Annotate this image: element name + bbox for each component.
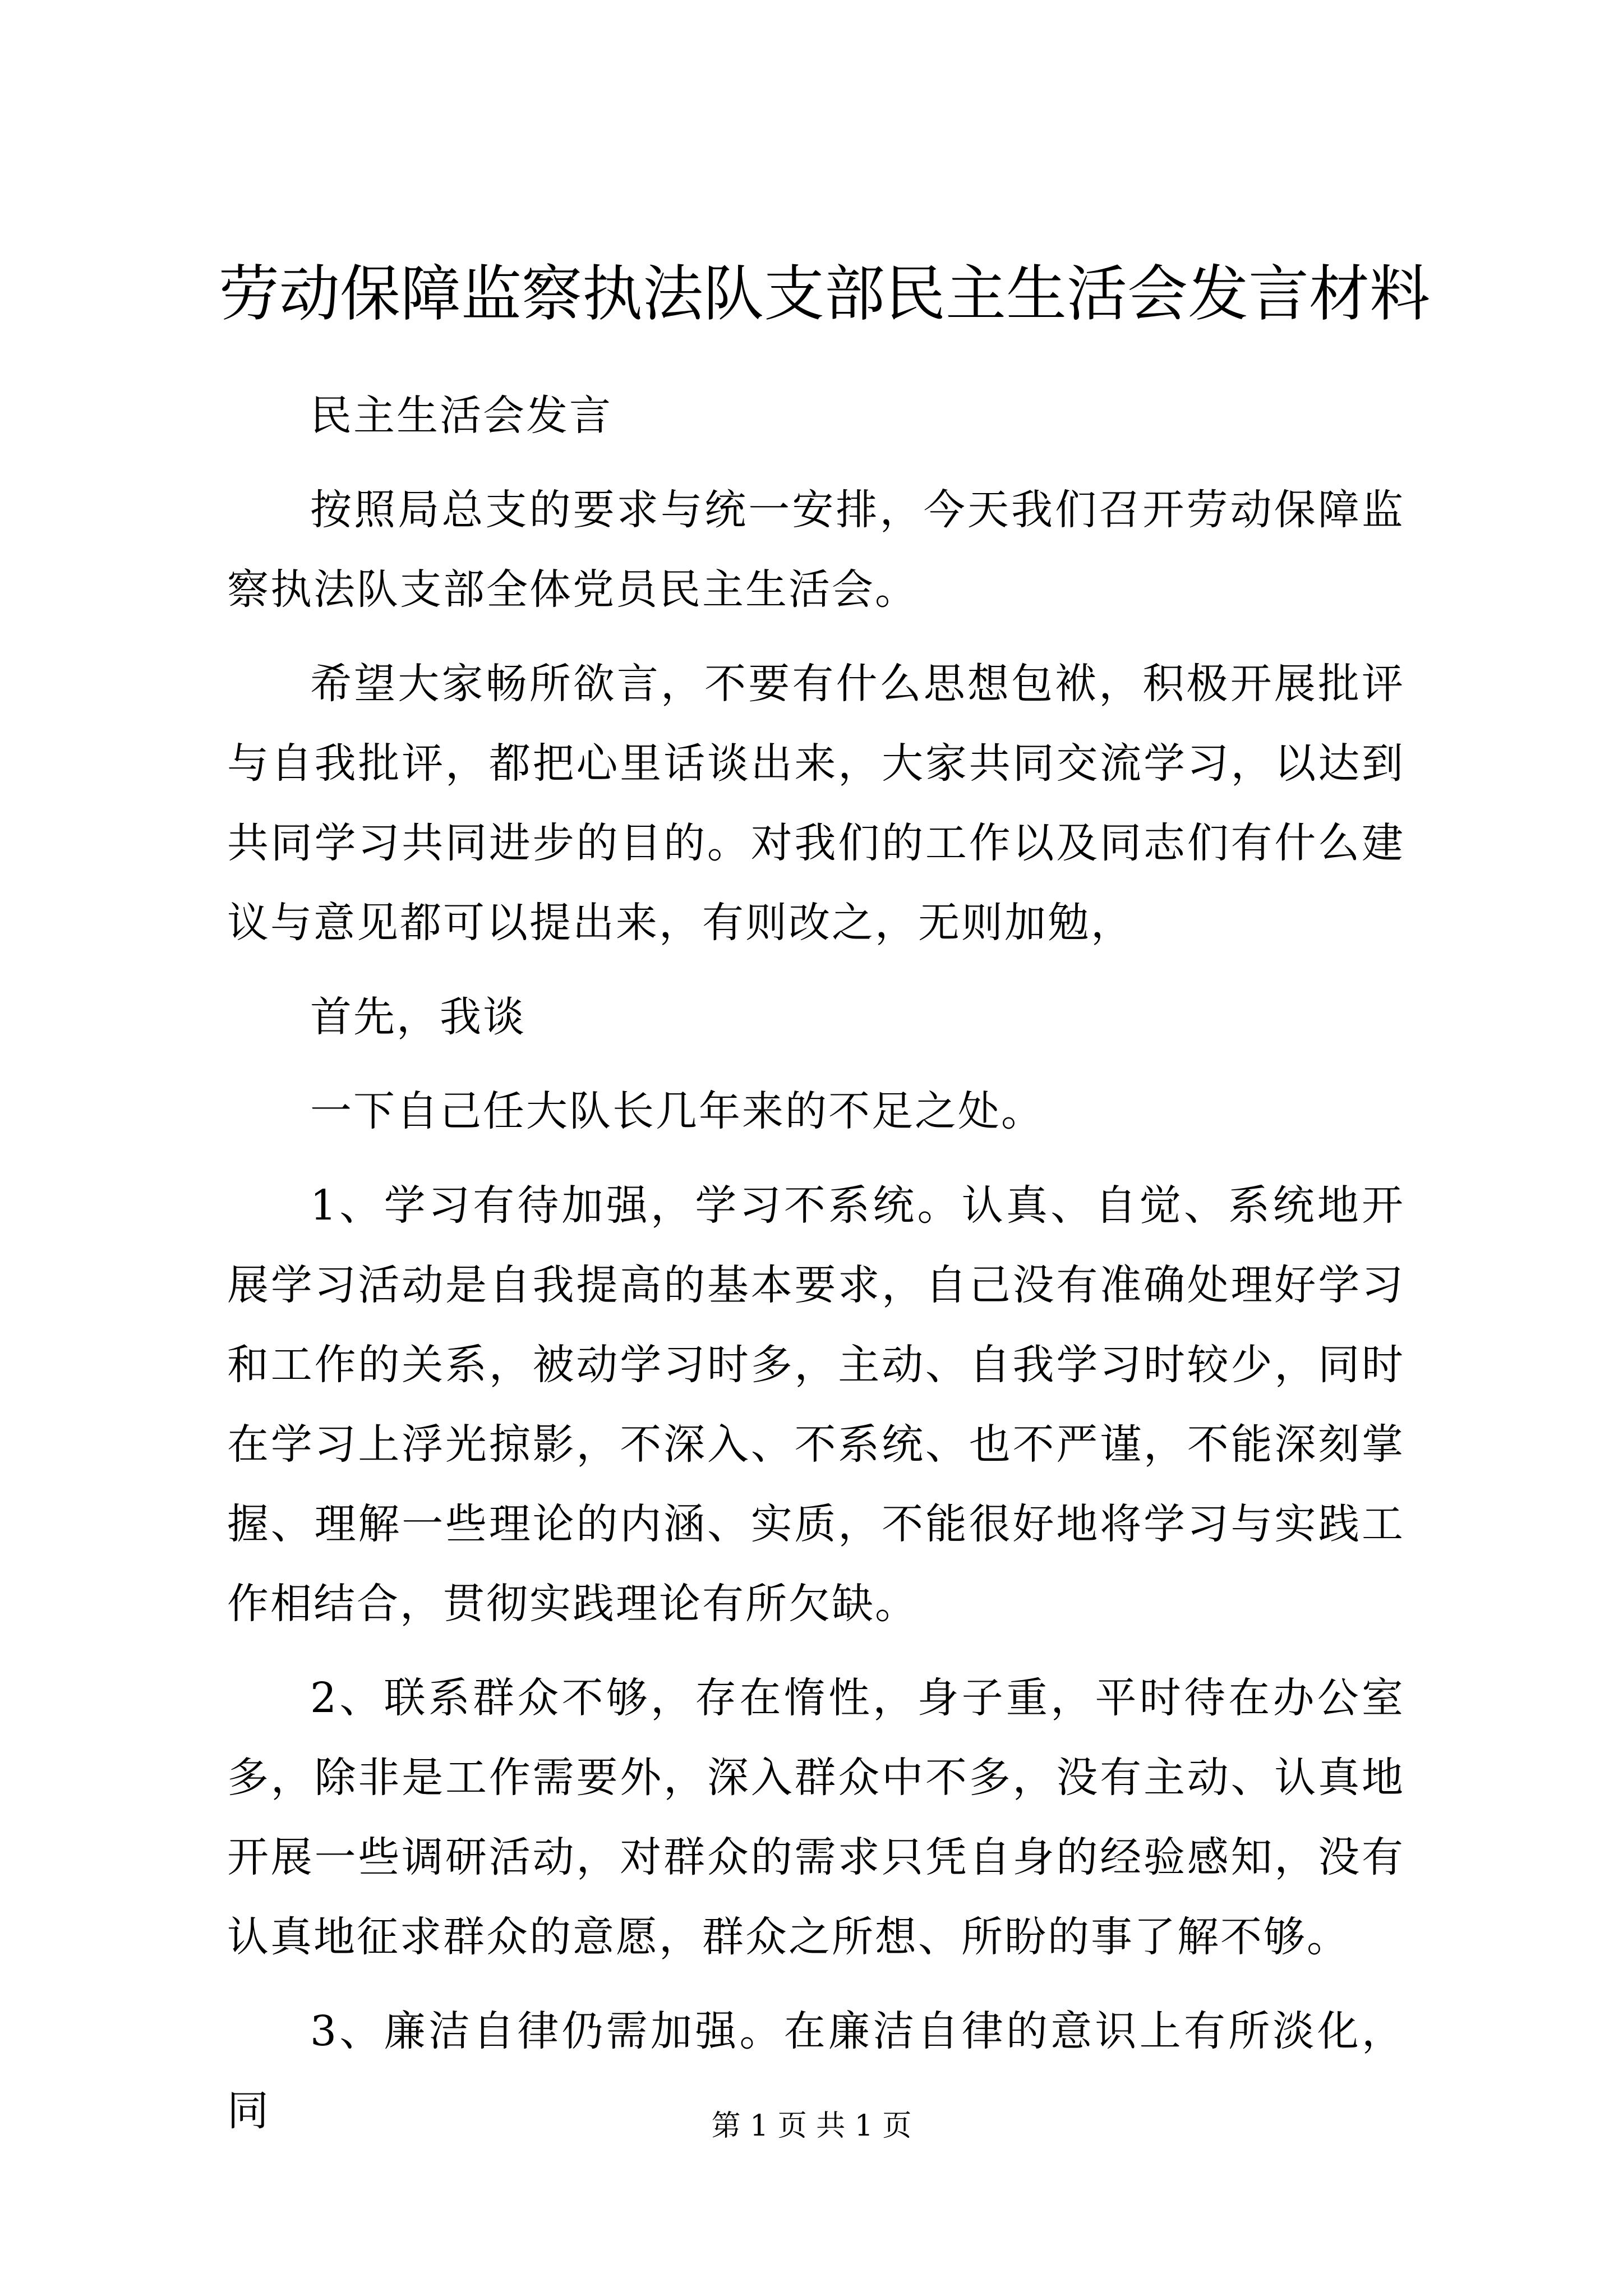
paragraph: 一下自己任大队长几年来的不足之处。 bbox=[310, 1087, 1044, 1135]
page-footer: 第 1 页 共 1 页 bbox=[711, 2109, 912, 2143]
paragraph: 3、廉洁自律仍需加强。在廉洁自律的意识上有所淡化，同 bbox=[227, 2007, 1405, 2135]
paragraph: 1、学习有待加强，学习不系统。认真、自觉、系统地开展学习活动是自我提高的基本要求，自己没有准确处理好学习和工作的关系，被动学习时多，主动、自我学习时较少，同时在学习上浮光掠影，不深入、不系统、也不严谨，不能深刻掌握、理解一些理论的内涵、实质，不能很好地将学习与实践工作相结合，贯彻实践理论有所欠缺。 bbox=[227, 1181, 1405, 1628]
paragraph: 民主生活会发言 bbox=[310, 392, 612, 440]
paragraph: 按照局总支的要求与统一安排，今天我们召开劳动保障监察执法队支部全体党员民主生活会。 bbox=[227, 486, 1405, 614]
paragraph: 首先，我谈 bbox=[310, 993, 526, 1041]
paragraph: 2、联系群众不够，存在惰性，身子重，平时待在办公室多，除非是工作需要外，深入群众中不多，没有主动、认真地开展一些调研活动，对群众的需求只凭自身的经验感知，没有认真地征求群众的意愿，群众之所想、所盼的事了解不够。 bbox=[227, 1674, 1405, 1961]
document-title: 劳动保障监察执法队支部民主生活会发言材料 bbox=[219, 259, 1431, 329]
document-body bbox=[227, 376, 1405, 2165]
paragraph: 希望大家畅所欲言，不要有什么思想包袱，积极开展批评与自我批评，都把心里话谈出来，大家共同交流学习，以达到共同学习共同进步的目的。对我们的工作以及同志们有什么建议与意见都可以提出来，有则改之，无则加勉， bbox=[227, 660, 1405, 947]
